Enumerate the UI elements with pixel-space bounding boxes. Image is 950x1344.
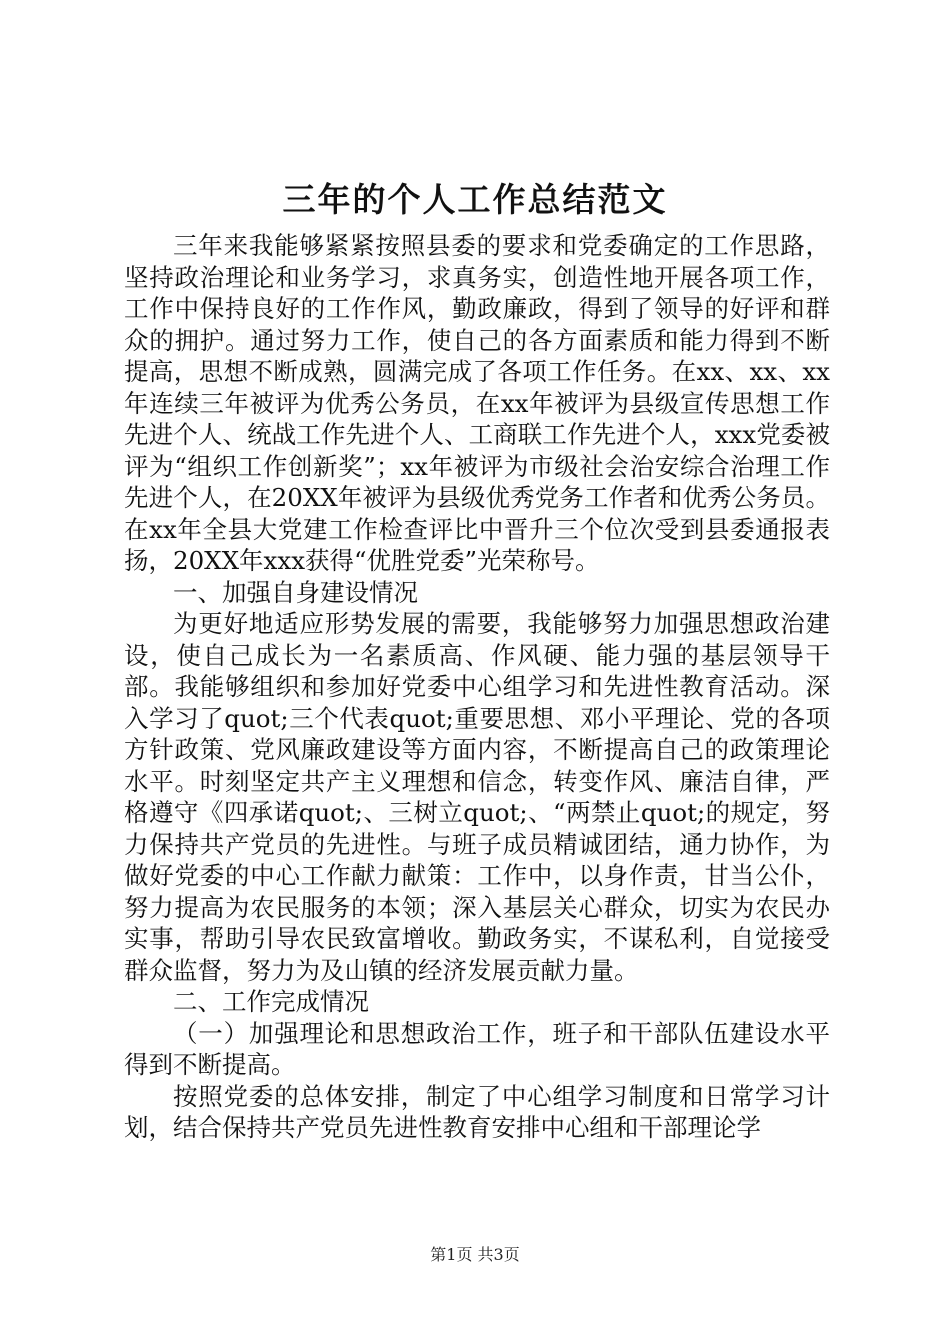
document-body [124,230,830,1144]
section-1-paragraph: 为更好地适应形势发展的需要，我能够努力加强思想政治建设，使自己成长为一名素质高、作风硬、能力强的基层领导干部。我能够组织和参加好党委中心组学习和先进性教育活动。深入学习了quot;三个代表quot;重要思想、邓小平理论、党的各项方针政策、党风廉政建设等方面内容，不断提高自己的政策理论水平。时刻坚定共产主义理想和信念，转变作风、廉洁自律，严格遵守《四承诺quot;、三树立quot;、“两禁止quot;的规定，努力保持共产党员的先进性。与班子成员精诚团结，通力协作，为做好党委的中心工作献力献策：工作中，以身作责，甘当公仆，努力提高为农民服务的本领；深入基层关心群众，切实为农民办实事，帮助引导农民致富增收。勤政务实，不谋私利，自觉接受群众监督，努力为及山镇的经济发展贡献力量。 [124,609,830,985]
subsection-1-paragraph: 按照党委的总体安排，制定了中心组学习制度和日常学习计划，结合保持共产党员先进性教育安排中心组和干部理论学 [124,1081,830,1142]
subsection-heading-1: （一）加强理论和思想政治工作，班子和干部队伍建设水平得到不断提高。 [124,1018,830,1079]
section-heading-1: 一、加强自身建设情况 [173,577,418,607]
section-heading-2: 二、工作完成情况 [173,987,369,1016]
intro-paragraph: 三年来我能够紧紧按照县委的要求和党委确定的工作思路，坚持政治理论和业务学习，求真务实，创造性地开展各项工作，工作中保持良好的工作作风，勤政廉政，得到了领导的好评和群众的拥护。通过努力工作，使自己的各方面素质和能力得到不断提高，思想不断成熟，圆满完成了各项工作任务。在xx、xx、xx年连续三年被评为优秀公务员，在xx年被评为县级宣传思想工作先进个人、统战工作先进个人、工商联工作先进个人，xxx党委被评为“组织工作创新奖”；xx年被评为市级社会治安综合治理工作先进个人，在20XX年被评为县级优秀党务工作者和优秀公务员。在xx年全县大党建工作检查评比中晋升三个位次受到县委通报表扬，20XX年xxx获得“优胜党委”光荣称号。 [124,231,830,575]
page-number-footer: 第1页 共3页 [430,1245,520,1264]
document-title: 三年的个人工作总结范文 [282,180,668,219]
